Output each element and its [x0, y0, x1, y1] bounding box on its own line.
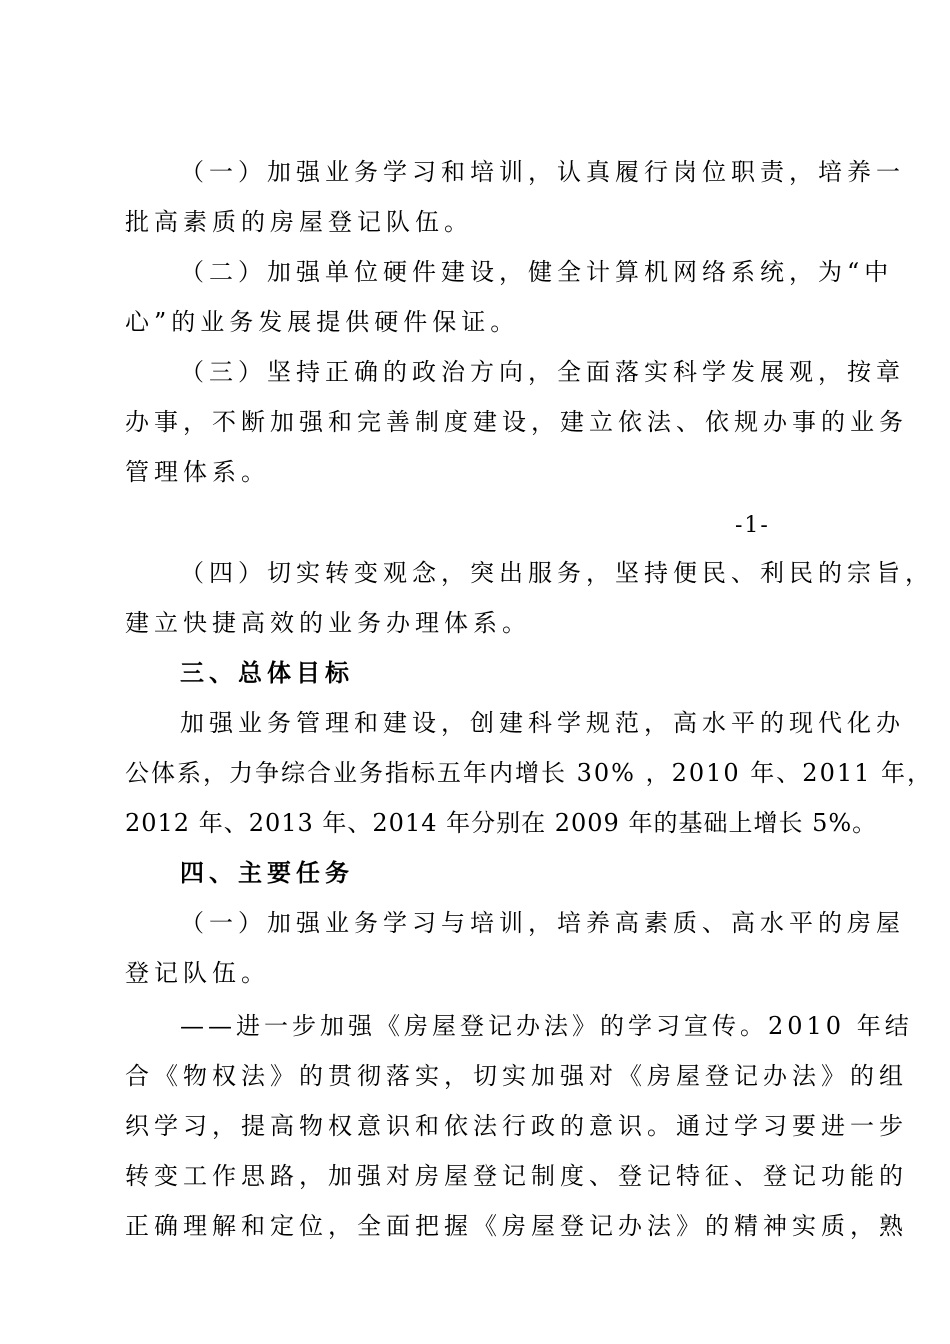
paragraph-7-line-5: 正确理解和定位，全面把握《房屋登记办法》的精神实质，熟 — [125, 1212, 908, 1240]
paragraph-7-line-2: 合《物权法》的贯彻落实，切实加强对《房屋登记办法》的组 — [125, 1062, 908, 1090]
paragraph-4-line-1: （四）切实转变观念，突出服务，坚持便民、利民的宗旨， — [180, 559, 934, 587]
paragraph-1-line-1: （一）加强业务学习和培训，认真履行岗位职责，培养一 — [180, 158, 905, 186]
paragraph-7-line-1: ——进一步加强《房屋登记办法》的学习宣传。2010 年结 — [180, 1012, 913, 1040]
paragraph-7-line-4: 转变工作思路，加强对房屋登记制度、登记特征、登记功能的 — [125, 1162, 908, 1190]
paragraph-3-line-3: 管理体系。 — [125, 458, 270, 486]
section-heading-overall-goals: 三、总体目标 — [180, 659, 354, 687]
paragraph-4-line-2: 建立快捷高效的业务办理体系。 — [125, 609, 531, 637]
paragraph-7-line-3: 织学习，提高物权意识和依法行政的意识。通过学习要进一步 — [125, 1112, 908, 1140]
paragraph-3-line-1: （三）坚持正确的政治方向，全面落实科学发展观，按章 — [180, 358, 905, 386]
paragraph-6-line-2: 登记队伍。 — [125, 959, 270, 987]
page-number: -1- — [735, 513, 770, 538]
paragraph-2-line-1: （二）加强单位硬件建设，健全计算机网络系统，为“中 — [180, 258, 894, 286]
section-heading-main-tasks: 四、主要任务 — [180, 859, 354, 887]
paragraph-1-line-2: 批高素质的房屋登记队伍。 — [125, 208, 473, 236]
paragraph-2-line-2: 心”的业务发展提供硬件保证。 — [125, 308, 520, 336]
paragraph-3-line-2: 办事，不断加强和完善制度建设，建立依法、依规办事的业务 — [125, 408, 908, 436]
paragraph-5-line-1: 加强业务管理和建设，创建科学规范，高水平的现代化办 — [180, 709, 905, 737]
paragraph-6-line-1: （一）加强业务学习与培训，培养高素质、高水平的房屋 — [180, 909, 905, 937]
paragraph-5-line-2: 公体系，力争综合业务指标五年内增长 30% ，2010 年、2011 年， — [125, 759, 934, 787]
paragraph-5-line-3: 2012 年、2013 年、2014 年分别在 2009 年的基础上增长 5%。 — [125, 809, 878, 837]
